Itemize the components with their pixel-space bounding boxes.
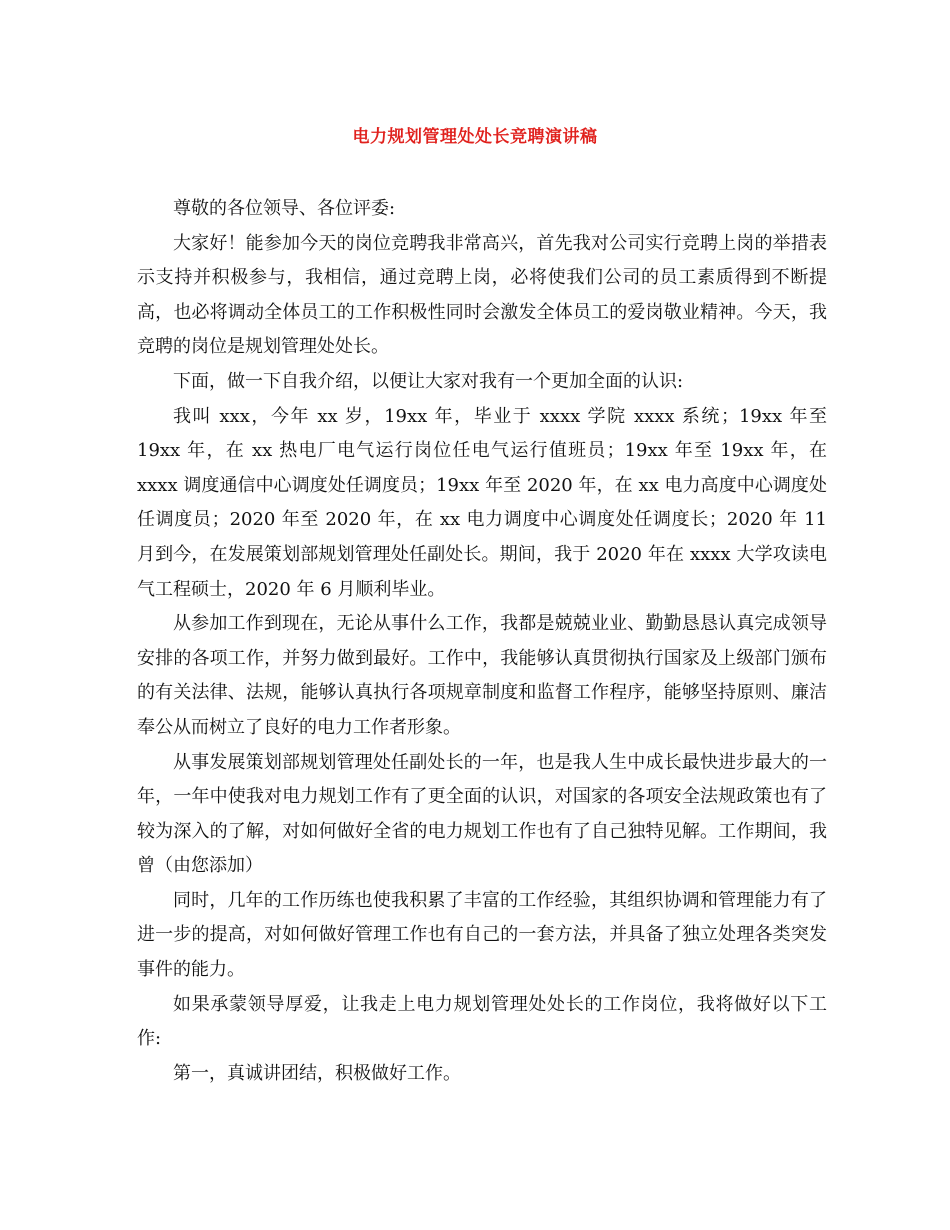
resume-paragraph: 我叫 xxx，今年 xx 岁，19xx 年，毕业于 xxxx 学院 xxxx 系统；19xx 年至 19xx 年，在 xx 热电厂电气运行岗位任电气运行值班员；19xx 年至 19xx 年，在 xxxx 调度通信中心调度处任调度员；19xx 年至 2020 年，在 xx 电力高度中心调度处任调度员；2020 年至 2020 年，在 xx 电力调度中心调度处任调度长；2020 年 11 月到今，在发展策划部规划管理处任副处长。期间，我于 2020 年在 xxxx 大学攻读电气工程硕士，2020 年 6 月顺利毕业。 — [137, 405, 827, 600]
document-title: 电力规划管理处处长竞聘演讲稿 — [352, 127, 598, 147]
plan-paragraph: 如果承蒙领导厚爱，让我走上电力规划管理处处长的工作岗位，我将做好以下工作: — [137, 993, 827, 1050]
document-body — [137, 192, 827, 1091]
intro-paragraph: 下面，做一下自我介绍，以便让大家对我有一个更加全面的认识: — [173, 370, 684, 392]
opening-paragraph: 大家好！能参加今天的岗位竞聘我非常高兴，首先我对公司实行竞聘上岗的举措表示支持并积极参与，我相信，通过竞聘上岗，必将使我们公司的员工素质得到不断提高，也必将调动全体员工的工作积极性同时会激发全体员工的爱岗敬业精神。今天，我竞聘的岗位是规划管理处处长。 — [137, 232, 827, 358]
salutation-paragraph: 尊敬的各位领导、各位评委: — [173, 198, 396, 219]
experience-paragraph: 从事发展策划部规划管理处任副处长的一年，也是我人生中成长最快进步最大的一年，一年中使我对电力规划工作有了更全面的认识，对国家的各项安全法规政策也有了较为深入的了解，对如何做好全省的电力规划工作也有了自己独特见解。工作期间，我曾（由您添加） — [137, 751, 827, 877]
work-attitude-paragraph: 从参加工作到现在，无论从事什么工作，我都是兢兢业业、勤勤恳恳认真完成领导安排的各项工作，并努力做到最好。工作中，我能够认真贯彻执行国家及上级部门颁布的有关法律、法规，能够认真执行各项规章制度和监督工作程序，能够坚持原则、廉洁奉公从而树立了良好的电力工作者形象。 — [137, 613, 827, 738]
ability-paragraph: 同时，几年的工作历练也使我积累了丰富的工作经验，其组织协调和管理能力有了进一步的提高，对如何做好管理工作也有自己的一套方法，并具备了独立处理各类突发事件的能力。 — [137, 889, 827, 981]
first-point-paragraph: 第一，真诚讲团结，积极做好工作。 — [173, 1062, 461, 1084]
